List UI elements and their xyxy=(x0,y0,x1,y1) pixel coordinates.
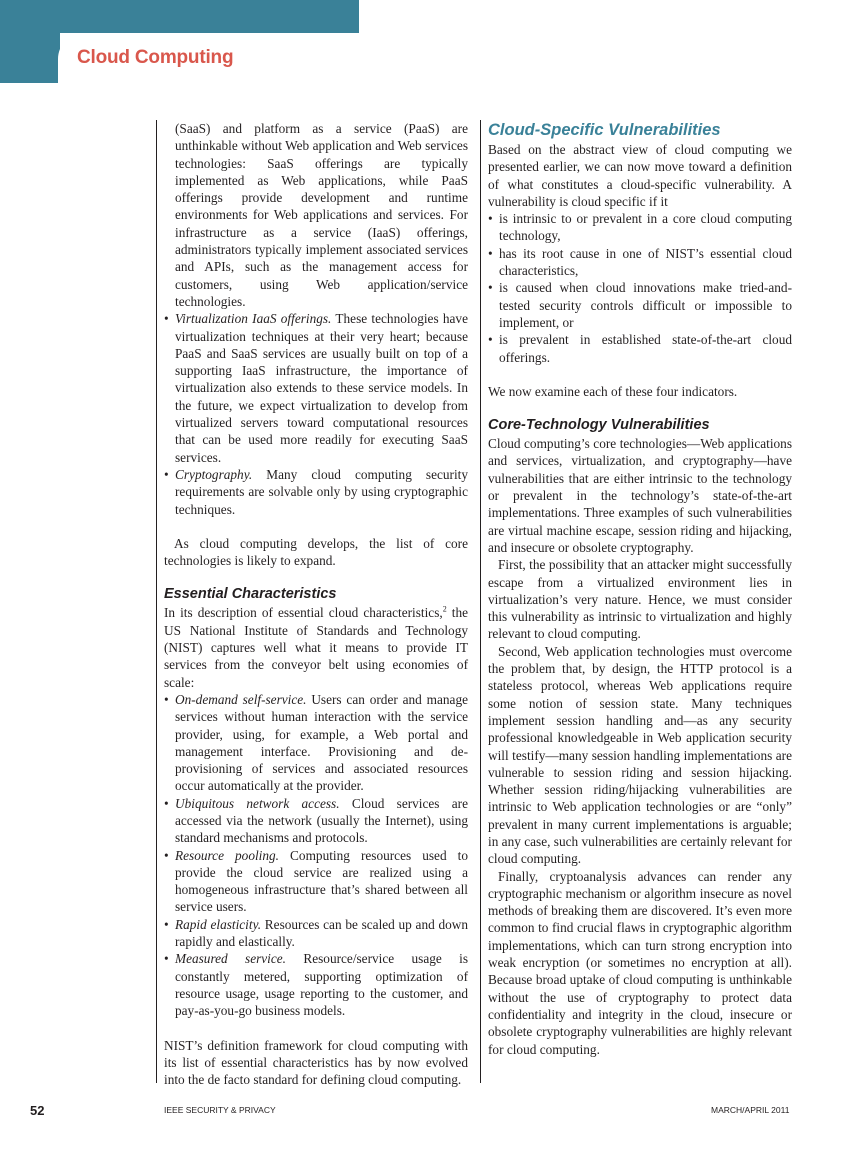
list-term: Virtualization IaaS offerings. xyxy=(175,311,332,327)
section-title: Cloud Computing xyxy=(77,47,234,68)
paragraph: Cloud computing’s core technologies—Web applications and services, virtualization, and cryptography—have vulnerabilities that are either intrinsic to the technology or prevalent in the technology’s state-of-the-art implementations. Three examples of such vulnerabilities are virtual machine escape, session riding and hijacking, and insecure or obsolete cryptography. xyxy=(488,436,792,555)
list-item xyxy=(164,950,468,1019)
list-term: Measured service. xyxy=(175,951,286,967)
issue-date: MARCH/APRIL 2011 xyxy=(711,1105,790,1115)
reference-superscript: 2 xyxy=(442,605,447,614)
list-item xyxy=(164,847,468,916)
vulnerability-indicator-list xyxy=(488,210,792,366)
paragraph: We now examine each of these four indicators. xyxy=(488,383,738,399)
paragraph-text: the US National Institute of Standards and Technology (NIST) captures well what it means to provide IT services from the conveyor belt using economies of scale: xyxy=(164,605,468,690)
list-text: Resource/service usage is constantly metered, supporting optimization of resource usage, usage reporting to the customer, and pay-as-you-go business models. xyxy=(175,951,468,1019)
list-item xyxy=(164,466,468,518)
list-item xyxy=(164,310,468,466)
list-item xyxy=(164,691,468,795)
list-term: On-demand self-service. xyxy=(175,691,307,707)
list-item xyxy=(164,916,468,951)
paragraph: As cloud computing develops, the list of core technologies is likely to expand. xyxy=(164,535,468,569)
paragraph: First, the possibility that an attacker might successfully escape from a virtualized environment lies in virtualization’s very nature. Hence, we must consider this vulnerability as intrinsic to virtualization and highly relevant to cloud computing. xyxy=(488,557,792,642)
cloud-specific-vulnerabilities-heading: Cloud-Specific Vulnerabilities xyxy=(488,121,721,139)
journal-name: IEEE SECURITY & PRIVACY xyxy=(164,1105,276,1115)
essential-characteristics-heading: Essential Characteristics xyxy=(164,586,337,603)
list-text: Computing resources used to provide the cloud service are realized using a homogeneous infrastructure that’s shared between all service users. xyxy=(175,847,468,915)
page-number: 52 xyxy=(30,1103,45,1118)
list-item: • is caused when cloud innovations make tried-and-tested security controls difficult or impossible to implement, or xyxy=(488,279,792,331)
right-column xyxy=(480,120,792,1083)
list-text: Cloud services are accessed via the network (usually the Internet), using standard mechanisms and protocols. xyxy=(175,795,468,846)
list-text: These technologies have virtualization techniques at their very heart; because PaaS and SaaS services are usually built on top of a supporting IaaS infrastructure, the importance of virtualization also extends to these service models. In the future, we expect virtualization to develop from virtualized servers toward computational resources that can be used more readily for executing SaaS services. xyxy=(175,311,468,465)
paragraph xyxy=(164,604,468,690)
paragraph: Based on the abstract view of cloud computing we presented earlier, we can now move toward a definition of what constitutes a cloud-specific vulnerability. A vulnerability is cloud specific if it xyxy=(488,142,792,209)
core-tech-list xyxy=(164,310,468,518)
list-text: Resources can be scaled up and down rapidly and elastically. xyxy=(175,916,468,950)
list-term: Rapid elasticity. xyxy=(175,916,262,932)
paragraph: Second, Web application technologies must overcome the problem that, by design, the HTTP protocol is a stateless protocol, whereas Web applications require some notion of session state. Many techniques implement session handling and—as any security professional knowledgeable in Web application security will testify—many session handling implementations are vulnerable to session riding and session hijacking. Whether session riding/hijacking vulnerabilities are intrinsic to Web application technologies or are “only” prevalent in many current implementations is arguable; in any case, such vulnerabilities are certainly relevant for cloud computing. xyxy=(488,643,792,867)
core-technology-vulnerabilities-heading: Core-Technology Vulnerabilities xyxy=(488,417,710,434)
list-text: Users can order and manage services without human interaction with the service provider, using, for example, a Web portal and management interface. Provisioning and de-provisioning of services and associated resources occur automatically at the provider. xyxy=(175,691,468,794)
list-item xyxy=(164,795,468,847)
list-item: • is prevalent in established state-of-the-art cloud offerings. xyxy=(488,331,792,366)
left-column xyxy=(156,120,468,1088)
paragraph: NIST’s definition framework for cloud computing with its list of essential characteristics has by now evolved into the de facto standard for defining cloud computing. xyxy=(164,1037,468,1088)
paragraph-text: In its description of essential cloud characteristics, xyxy=(164,605,443,621)
list-item: • has its root cause in one of NIST’s essential cloud characteristics, xyxy=(488,245,792,280)
continued-paragraph: (SaaS) and platform as a service (PaaS) are unthinkable without Web application and Web services technologies: SaaS offerings are typically implemented as Web applications, while PaaS offerings provide development and runtime environments for Web applications and services. For infrastructure as a service (IaaS) offerings, administrators typically implement associated services and APIs, such as the management access for customers, using Web application/service technologies. xyxy=(175,121,468,309)
list-term: Ubiquitous network access. xyxy=(175,795,340,811)
list-term: Cryptography. xyxy=(175,466,253,482)
list-text: Many cloud computing security requirements are solvable only by using cryptographic techniques. xyxy=(175,466,468,517)
list-item: • is intrinsic to or prevalent in a core cloud computing technology, xyxy=(488,210,792,245)
header-accent-bar xyxy=(0,0,359,33)
list-term: Resource pooling. xyxy=(175,847,279,863)
paragraph: Finally, cryptoanalysis advances can render any cryptographic mechanism or algorithm insecure as novel methods of breaking them are discovered. It’s even more common to find crucial flaws in cryptographic algorithm implementations, which can turn strong encryption into weak encryption (or sometimes no encryption at all). Because broad uptake of cloud computing is unthinkable without the use of cryptography to protect data confidentiality and integrity in the cloud, insecure or obsolete cryptography vulnerabilities are highly relevant for cloud computing. xyxy=(488,868,792,1057)
header-accent-tab xyxy=(0,33,60,83)
essential-characteristics-list xyxy=(164,691,468,1020)
